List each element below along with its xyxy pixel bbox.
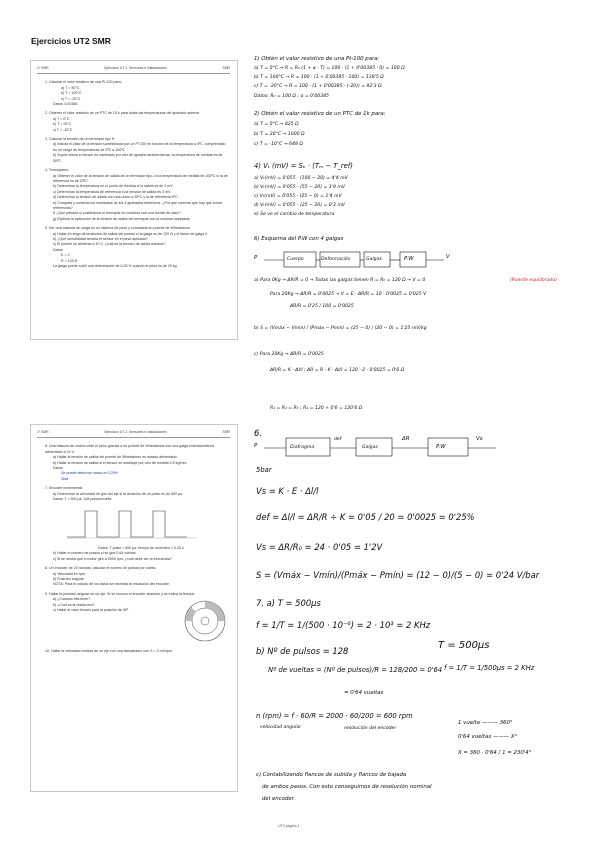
exercise-text: a) T = 50°C xyxy=(61,85,80,90)
exercise-text: c) Determinar la temperatura de referencia si la tensión de salida es 3 mV. xyxy=(53,189,172,194)
exercise-text: R = 120 Ω xyxy=(61,258,78,263)
note-line: c) Vₜ(mV) = 0'055 · (25 − 0) = 1'4 mV xyxy=(254,194,342,199)
exercise-text: c) El puente se alimenta a 10 V, ¿cuál es la tensión de salida máxima? xyxy=(53,242,166,247)
note-line: c) Para 20Kg → ΔR/R = 0'0025 xyxy=(254,352,324,357)
exercise-text: Datos: xyxy=(53,247,64,252)
exercise-text: d) Determinar la tensión de salida con una unión a 25ºC y la de referencia 0ºC. xyxy=(53,195,179,200)
diagram-label: P.W xyxy=(404,256,414,262)
header-right: SMR xyxy=(222,430,230,434)
exercise-text: b) T = 100°C xyxy=(61,91,82,96)
note-line: de ambos pasos. Con esto conseguimos de resolución nominal xyxy=(262,784,432,790)
exercise-text: a) Indicar el valor de la tensión suministrada por un PT100 en función de la temperatura a 0ºC, comprendido en un rango de temperaturas de 0ºC a 100ºC. xyxy=(53,142,226,152)
note-line: del encoder. xyxy=(262,796,296,802)
note-line: ΔR/R = 0'25 / 100 = 0'0025 xyxy=(290,304,354,309)
note-line: = 0'64 vueltas xyxy=(344,690,384,696)
exercise-text: e) Compara y comenta los resultados de los 4 apartados anteriores. ¿Por qué creerías que hay que tomar referencias? xyxy=(53,200,222,210)
exercise-text: Datos: 0,00385 xyxy=(53,102,78,107)
note-line: c) Contabilizando flancos de subida y flancos de bajada xyxy=(256,772,407,778)
diagram-label: ΔR xyxy=(402,436,410,442)
note-line: a) T = 0°C → R = R₀ (1 + α · T) = 100 · (1 + 0'00385 · 0) = 100 Ω xyxy=(254,66,405,71)
exercise-text: a) Hallar la tensión de salida del puente de Wheatstone en estado alimentado. xyxy=(53,455,178,460)
note-line: d) Vₜ(mV) = 0'055 · (25 − 20) = 0'3 mV xyxy=(254,203,345,208)
note-line: b) T = 100°C → R = 100 · (1 + 0'00385 · 100) = 138'5 Ω xyxy=(254,75,384,80)
exercise-text: b) ¿Cuál es la resolución? xyxy=(53,602,95,607)
exercise-text: b) Hallar el número de pulsos si se gira 0,64 vueltas. xyxy=(53,551,137,556)
note-line: b) Vₜ(mV) = 0'055 · (55 − 20) = 1'9 mV xyxy=(254,185,345,190)
note-line: 6. xyxy=(254,428,262,438)
exercise-text: Datos: T = 500 µs; 128 pulsos/vuelta xyxy=(53,497,112,502)
exercise-text: b) Supón ahora el sensor es cambiado por otro de iguales características, la temperatura de medida es de 50ºC. xyxy=(53,153,223,163)
note-line: Vs = K · E · Δl/l xyxy=(256,486,319,496)
note-line: 1) Obtén el valor resistivo de una Pt-100 para: xyxy=(254,56,380,62)
diagram-label: P xyxy=(254,443,258,449)
exercise-text: a) ¿Cuántos bits tiene? xyxy=(53,597,91,602)
page-footer: UT2 página 1 xyxy=(278,824,300,828)
note-line: 6) Esquema del P.W con 4 galgas xyxy=(254,236,344,242)
exercise-text: 10. Hallar la velocidad medida de un eje con una tacodinamo con S = 3 mV/rpm xyxy=(45,649,173,654)
exercise-text: Sbar xyxy=(61,476,69,481)
note-line: S = (Vmáx − Vmín)/(Pmáx − Pmín) = (12 − 0)/(5 − 0) = 0'24 V/bar xyxy=(256,570,540,580)
note-line: 5bar xyxy=(256,466,272,474)
exercise-text: Se puede deformar hasta un 0,25% xyxy=(61,471,118,476)
diagram-label: V xyxy=(446,254,450,260)
pulse-waveform-figure xyxy=(67,505,207,541)
note-line: n (rpm) = f · 60/R = 2000 · 60/200 = 600 rpm xyxy=(256,712,413,720)
note-line: velocidad angular xyxy=(260,725,302,730)
exercise-text: c) T = -10°C xyxy=(53,127,73,132)
note-line: (Puente equilibrado) xyxy=(510,278,557,283)
note-line: c) T = -10°C → 648 Ω xyxy=(254,142,303,147)
block-diagram-load-cell xyxy=(254,249,454,271)
note-line: T = 500µs xyxy=(438,640,490,651)
exercise-text: a) T = 0°C xyxy=(53,116,70,121)
note-line: Nº de vueltas = (Nº de pulsos)/R = 128/200 = 0'64 xyxy=(268,666,443,674)
diagram-label: def xyxy=(334,437,342,442)
note-line: Datos: R₀ = 100 Ω ; α = 0'00385 xyxy=(254,94,329,99)
note-line: X = 360 · 0'64 / 1 = 230'4° xyxy=(458,750,532,756)
note-line: Para 20Kg → ΔR/R = 0'0025 → V = E · ΔR/R = 10 · 0'0025 = 0'025 V xyxy=(270,292,427,297)
sheet-header xyxy=(31,425,237,435)
exercise-text: 2. Obtener el valor resistivo de un PTC de 10 k para todas las temperaturas del apartado anterior xyxy=(45,111,200,116)
header-center: Ejercicios UT 2. Sensores e instalaciones xyxy=(104,66,167,70)
exercise-text: 1. Calcular el valor resistivo de una Pt-100 para: xyxy=(45,80,122,85)
note-line: a) Vₜ(mV) = 0'055 · (100 − 20) = 4'4 mV xyxy=(254,176,348,181)
exercise-text: a) Velocidad en rpm. xyxy=(53,571,86,576)
handwritten-notes xyxy=(254,56,584,826)
diagram-label: Galgas xyxy=(362,445,378,450)
exercise-text: a) Determinar la velocidad de giro del eje si la duración de un pulso es de 500 µs. xyxy=(53,491,183,496)
diagram-label: Diafragma xyxy=(290,445,315,450)
exercise-sheet-2 xyxy=(30,424,238,792)
note-line: 1 vuelta ——— 360° xyxy=(458,720,513,726)
note-line: b) T = 20°C → 1000 Ω xyxy=(254,132,305,137)
note-line: resolución del encoder xyxy=(344,726,397,731)
note-line: 7. a) T = 500µs xyxy=(256,598,321,608)
diagram-label: Cuerpo xyxy=(287,257,304,262)
exercise-text: K = 2 xyxy=(61,253,70,258)
diagram-label: Galgas xyxy=(366,257,382,262)
exercise-sheet-1 xyxy=(30,60,238,340)
note-line: Vs = ΔR/R₀ = 24 · 0'05 = 1'2V xyxy=(256,542,383,552)
encoder-disc-figure xyxy=(181,597,229,645)
exercise-text: a) Obtener el valor de la tensión de salida de un termopar tipo J a la temperatura de medida de 100ºC si la de referencia es de 20ºC. xyxy=(53,173,228,183)
exercise-text: 3. Calcular la tensión de un termopar tipo K: xyxy=(45,137,116,142)
note-line: R₁ = R₂ = R₃ ; R₄ = 120 + 0'6 = 120'6 Ω xyxy=(270,406,363,411)
exercise-text: NOTA: Para el cálculo de los datos se necesita la resolución del encoder. xyxy=(53,582,170,587)
diagram-label: Vs xyxy=(476,436,483,442)
diagram-label: P.W xyxy=(436,444,446,450)
exercise-text: 9. Hallar la posición angular de un eje. Si se conoce el encoder absoluto y se indica la lectura: xyxy=(45,591,195,596)
exercise-text: b) Posición angular. xyxy=(53,576,85,581)
exercise-text: 4. Termopares: xyxy=(45,168,69,173)
note-line: 0'64 vueltas ——— X° xyxy=(458,734,518,740)
note-line: c) T = -20°C → R = 100 · (1 + 0'00385 · (-20)) = 92'3 Ω xyxy=(254,84,382,89)
exercise-text: c) T = -20°C xyxy=(61,96,81,101)
exercise-text: 6. Una báscula de cocina mide el peso gracias a un puente de Wheatstone con una galga extensiométrica alimentado a 24 V. xyxy=(45,444,215,454)
exercise-text: b) Hallar la tensión de salida si el sensor se sustituye por otro de medida 0,5 kg/mm. xyxy=(53,460,188,465)
diagram-label: P xyxy=(254,255,258,261)
exercise-text: b) ¿Qué sensibilidad tendría el sensor en el peso aplicado? xyxy=(53,236,148,241)
exercise-text: 5. Ser una báscula de carga en un sistema de peso y conectada en puente de Wheatstone: xyxy=(45,226,191,231)
exercise-text: 8. Un encoder de 24 ranuras, calcular el número de pulsos por vuelta. xyxy=(45,566,157,571)
figure-caption: Datos: T pulso = 500 µs; tiempo de muestreo = 0,25 s xyxy=(98,545,184,550)
note-line: b) Nº de pulsos = 128 xyxy=(256,646,349,656)
exercise-text: c) Si se desea que el motor gire a 2000 rpm, ¿cuál debe ser la frecuencia? xyxy=(53,556,173,561)
note-line: def = Δl/l = ΔR/R ÷ K = 0'05 / 20 = 0'0025 = 0'25% xyxy=(256,512,475,522)
note-line: e) Se ve el cambio de temperatura xyxy=(254,212,335,217)
document-title: Ejercicios UT2 SMR xyxy=(31,36,111,46)
exercise-text: 7. Encoder incremental: xyxy=(45,486,83,491)
note-line: f = 1/T = 1/500µs = 2 KHz xyxy=(444,664,535,672)
exercise-text: b) T = 20°C xyxy=(53,122,72,127)
exercise-text: b) Determinar la temperatura en el punto de medida si la salida es de 2 mV. xyxy=(53,184,174,189)
exercise-text: La galga puede sufrir una deformación de 0,25 % cuando el peso es de 20 kg xyxy=(53,264,177,268)
note-line: 2) Obtén el valor resistivo de un PTC de 1k para: xyxy=(254,111,386,117)
exercise-text: g) Explicar la aplicación de la tensión de salida del termopar con la solución adoptada. xyxy=(53,216,191,221)
header-center: Ejercicios UT 2. Sensores e instalaciones xyxy=(104,430,167,434)
exercise-text: a) Hallar el rango de tensiones de salida del puente si la galga es de 120 Ω y el factor de galga 2. xyxy=(53,231,209,236)
exercise-text: Datos: xyxy=(53,466,64,471)
note-line: a) T = 0°C → 825 Ω xyxy=(254,122,299,127)
note-line: f = 1/T = 1/(500 · 10⁻⁶) = 2 · 10³ = 2 KHz xyxy=(256,620,431,630)
header-left: 1º SMR xyxy=(37,66,49,70)
diagram-label: Deformación xyxy=(321,257,351,262)
sheet-header xyxy=(31,61,237,71)
header-left: 1º SMR xyxy=(37,430,49,434)
header-right: SMR xyxy=(222,66,230,70)
note-line: 4) Vₜ (mV) = Sₖ · (Tₘ − T_ref) xyxy=(254,162,353,170)
exercise-text: f) ¿Qué pasaría si pusiéramos el termopar en contacto con una fuente de calor? xyxy=(53,211,181,216)
exercise-text: c) Hallar el valor binario para la posición de 90º xyxy=(53,607,129,612)
note-line: a) Para 0Kg → ΔR/R = 0 → Todas las galgas tienen R = R₀ = 120 Ω → V = 0 xyxy=(254,278,426,283)
note-line: ΔR/R = K · Δl/l ; ΔR = R · K · Δl/l = 120 · 2 · 0'0025 = 0'6 Ω xyxy=(270,368,405,373)
note-line: b) S = (Vmáx − Vmín) / (Pmáx − Pmín) = (25 − 0) / (20 − 0) = 1'25 mV/kg xyxy=(254,326,427,331)
